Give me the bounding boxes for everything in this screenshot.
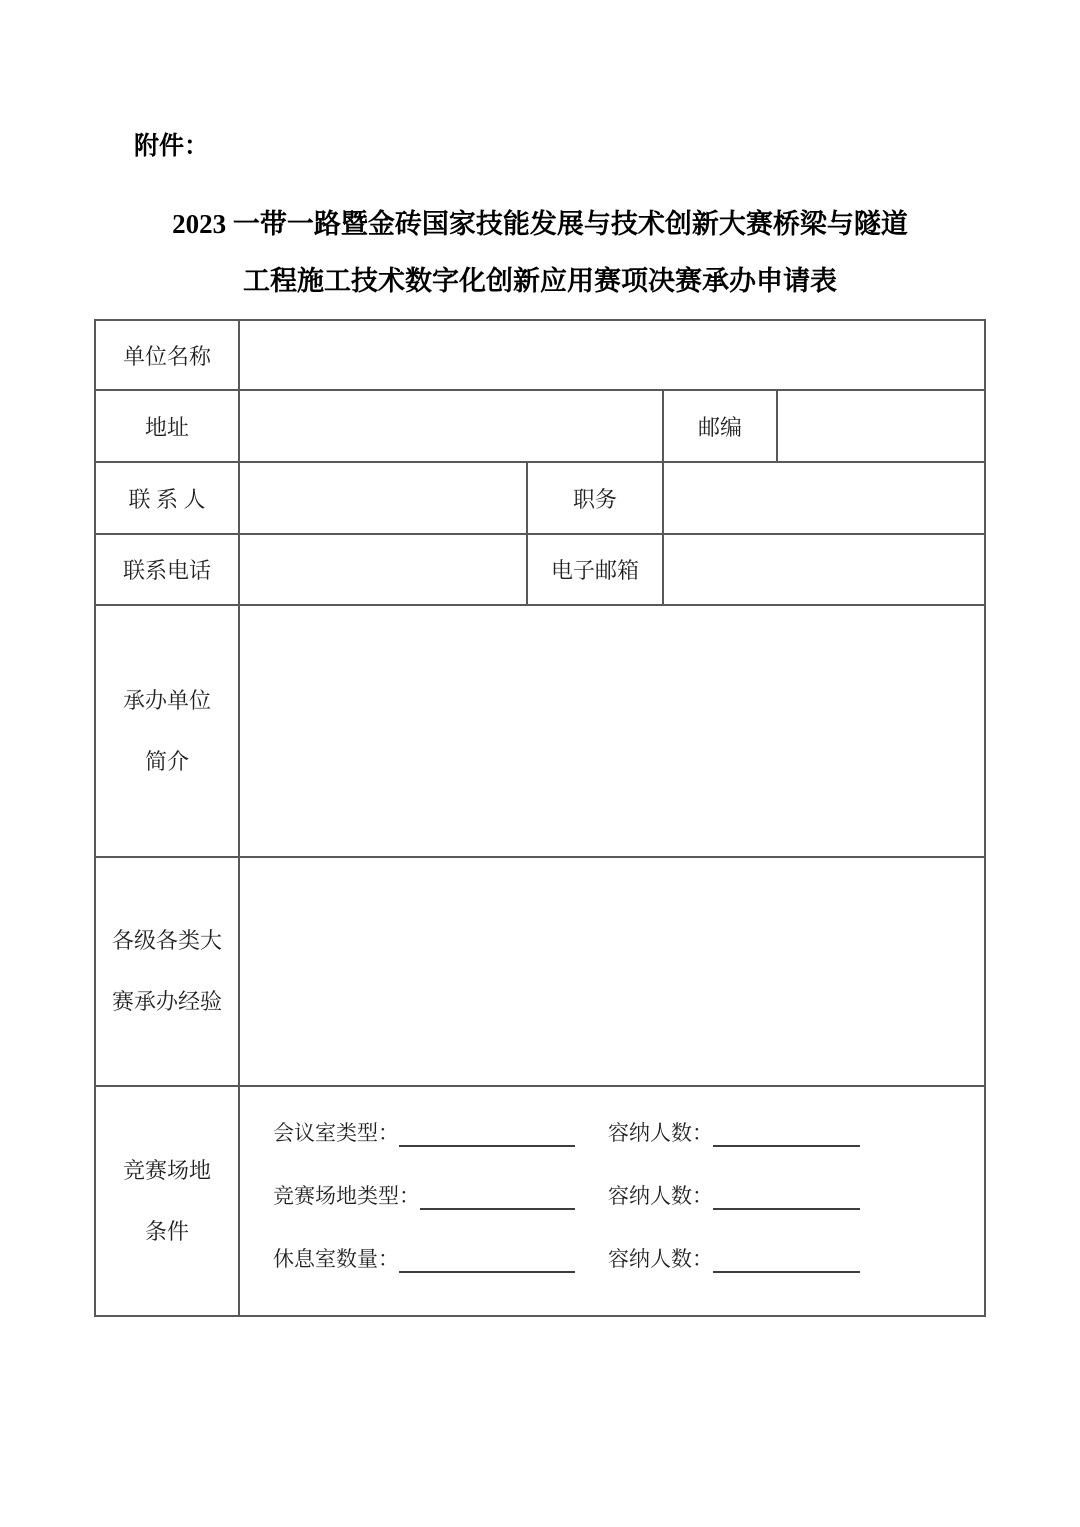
row-experience bbox=[95, 857, 985, 1086]
phone-label: 联系电话 bbox=[95, 534, 239, 605]
venue-conditions-label-line-2: 条件 bbox=[144, 1218, 189, 1244]
unit-name-field[interactable] bbox=[239, 320, 985, 390]
venue-conditions-label-line-1: 竞赛场地 bbox=[122, 1157, 211, 1183]
postal-code-field[interactable] bbox=[777, 390, 985, 462]
attachment-label: 附件： bbox=[134, 133, 210, 160]
unit-name-label: 单位名称 bbox=[95, 320, 239, 390]
rest-room-quantity-label: 休息室数量： bbox=[273, 1247, 399, 1271]
meeting-room-type-label: 会议室类型： bbox=[273, 1121, 399, 1145]
form-title-line-2: 工程施工技术数字化创新应用赛项决赛承办申请表 bbox=[243, 266, 837, 296]
competition-venue-type-label: 竞赛场地类型： bbox=[273, 1184, 420, 1208]
address-label: 地址 bbox=[95, 390, 239, 462]
experience-field[interactable] bbox=[239, 857, 985, 1086]
postal-code-label: 邮编 bbox=[663, 390, 777, 462]
address-field[interactable] bbox=[239, 390, 663, 462]
competition-venue-capacity-label: 容纳人数： bbox=[608, 1184, 713, 1208]
position-label: 职务 bbox=[527, 462, 663, 534]
row-unit-intro bbox=[95, 605, 985, 857]
contact-person-field[interactable] bbox=[239, 462, 527, 534]
unit-intro-field[interactable] bbox=[239, 605, 985, 857]
experience-label-line-1: 各级各类大 bbox=[111, 928, 222, 953]
unit-intro-label-line-2: 简介 bbox=[144, 748, 189, 774]
venue-line-competition-venue bbox=[273, 1180, 974, 1210]
contact-person-label: 联 系 人 bbox=[95, 462, 239, 534]
row-address bbox=[95, 390, 985, 462]
email-label: 电子邮箱 bbox=[527, 534, 663, 605]
competition-venue-type-blank[interactable] bbox=[420, 1205, 575, 1210]
competition-venue-capacity-blank[interactable] bbox=[713, 1205, 860, 1210]
meeting-room-capacity-blank[interactable] bbox=[713, 1142, 860, 1147]
email-field[interactable] bbox=[663, 534, 985, 605]
meeting-room-capacity-label: 容纳人数： bbox=[608, 1121, 713, 1145]
venue-conditions-label bbox=[95, 1086, 239, 1316]
unit-intro-label-line-1: 承办单位 bbox=[122, 687, 211, 713]
form-title-line-1: 2023 一带一路暨金砖国家技能发展与技术创新大赛桥梁与隧道 bbox=[172, 209, 908, 239]
experience-label bbox=[95, 857, 239, 1086]
venue-line-rest-room bbox=[273, 1243, 974, 1273]
rest-room-quantity-blank[interactable] bbox=[399, 1268, 575, 1273]
rest-room-capacity-label: 容纳人数： bbox=[608, 1247, 713, 1271]
phone-field[interactable] bbox=[239, 534, 527, 605]
row-contact-person bbox=[95, 462, 985, 534]
row-venue-conditions bbox=[95, 1086, 985, 1316]
venue-line-meeting-room bbox=[273, 1117, 974, 1147]
row-phone bbox=[95, 534, 985, 605]
venue-conditions-field bbox=[239, 1086, 985, 1316]
unit-intro-label bbox=[95, 605, 239, 857]
application-form-table bbox=[94, 319, 986, 1317]
rest-room-capacity-blank[interactable] bbox=[713, 1268, 860, 1273]
form-title bbox=[0, 196, 1080, 310]
row-unit-name bbox=[95, 320, 985, 390]
meeting-room-type-blank[interactable] bbox=[399, 1142, 575, 1147]
experience-label-line-2: 赛承办经验 bbox=[111, 989, 222, 1014]
position-field[interactable] bbox=[663, 462, 985, 534]
